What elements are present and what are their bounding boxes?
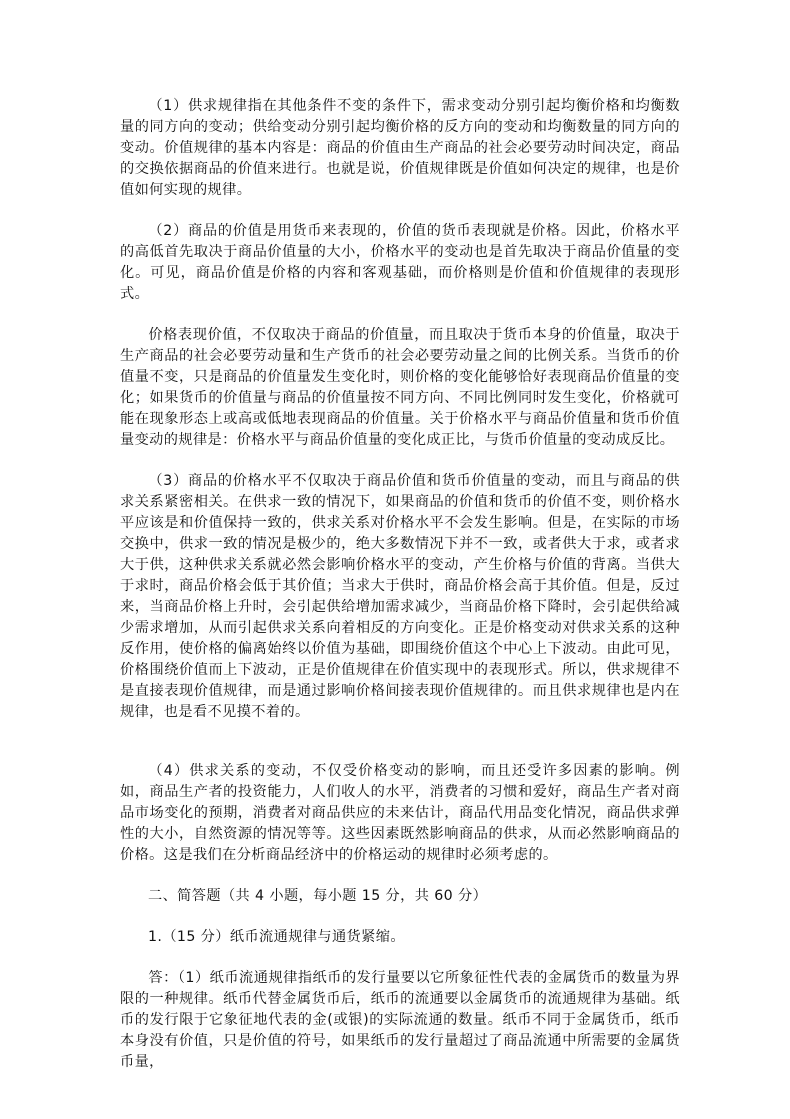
section-heading: 二、简答题（共 4 小题，每小题 15 分，共 60 分） — [148, 888, 488, 904]
paragraph-law-of-supply-demand: （1）供求规律指在其他条件不变的条件下，需求变动分别引起均衡价格和均衡数量的同方向的变动；供给变动分别引起均衡价格的反方向的变动和均衡数量的同方向的变动。价值规律的基本内容是：商品的价值由生产商品的社会必要劳动时间决定，商品的交换依据商品的价值来进行。也就是说，价值规律既是价值如何决定的规律，也是价值如何实现的规律。 — [120, 98, 680, 198]
paragraph-price-expresses-value: 价格表现价值，不仅取决于商品的价值量，而且取决于货币本身的价值量，取决于生产商品的社会必要劳动量和生产货币的社会必要劳动量之间的比例关系。当货币的价值量不变，只是商品的价值量发生变化时，则价格的变化能够恰好表现商品价值量的变化；如果货币的价值量与商品的价值量按不同方向、不同比例同时发生变化，价格就可能在现象形态上或高或低地表现商品的价值量。关于价格水平与商品价值量和货币价值量变动的规律是：价格水平与商品价值量的变化成正比，与货币价值量的变动成反比。 — [120, 327, 680, 448]
question-1: 1.（15 分）纸币流通规律与通货紧缩。 — [148, 929, 405, 945]
paragraph-supply-demand-factors: （4）供求关系的变动，不仅受价格变动的影响，而且还受许多因素的影响。例如，商品生产者的投资能力，人们收人的水平，消费者的习惯和爱好，商品生产者对商品市场变化的预期，消费者对商品供应的未来估计，商品代用品变化情况，商品供求弹性的大小，自然资源的情况等等。这些因素既然影响商品的供求，从而必然影响商品的价格。这是我们在分析商品经济中的价格运动的规律时必须考虑的。 — [120, 763, 680, 863]
paragraph-price-and-supply-demand: （3）商品的价格水平不仅取决于商品价值和货币价值量的变动，而且与商品的供求关系紧密相关。在供求一致的情况下，如果商品的价值和货币的价值不变，则价格水平应该是和价值保持一致的，供求关系对价格水平不会发生影响。但是，在实际的市场交换中，供求一致的情况是极少的，绝大多数情况下并不一致，或者供大于求，或者求大于供，这种供求关系就必然会影响价格水平的变动，产生价格与价值的背离。当供大于求时，商品价格会低于其价值；当求大于供时，商品价格会高于其价值。但是，反过来，当商品价格上升时，会引起供给增加需求减少，当商品价格下降时，会引起供给减少需求增加，从而引起供求关系向着相反的方向变化。正是价格变动对供求关系的这种反作用，使价格的偏离始终以价值为基础，即围绕价值这个中心上下波动。由此可见，价格围绕价值而上下波动，正是价值规律在价值实现中的表现形式。所以，供求规律不是直接表现价值规律，而是通过影响价格间接表现价值规律的。而且供求规律也是内在规律，也是看不见摸不着的。 — [120, 473, 680, 720]
answer-1: 答：（1）纸币流通规律指纸币的发行量要以它所象征性代表的金属货币的数量为界限的一种规律。纸币代替金属货币后，纸币的流通要以金属货币的流通规律为基础。纸币的发行限于它象征地代表的金(或银)的实际流通的数量。纸币不同于金属货币，纸币本身没有价值，只是价值的符号，如果纸币的发行量超过了商品流通中所需要的金属货币量， — [120, 970, 680, 1070]
document-page — [120, 96, 680, 1073]
paragraph-value-and-price: （2）商品的价值是用货币来表现的，价值的货币表现就是价格。因此，价格水平的高低首先取决于商品价值量的大小，价格水平的变动也是首先取决于商品价值量的变化。可见，商品价值是价格的内容和客观基础，而价格则是价值和价值规律的表现形式。 — [120, 223, 680, 302]
